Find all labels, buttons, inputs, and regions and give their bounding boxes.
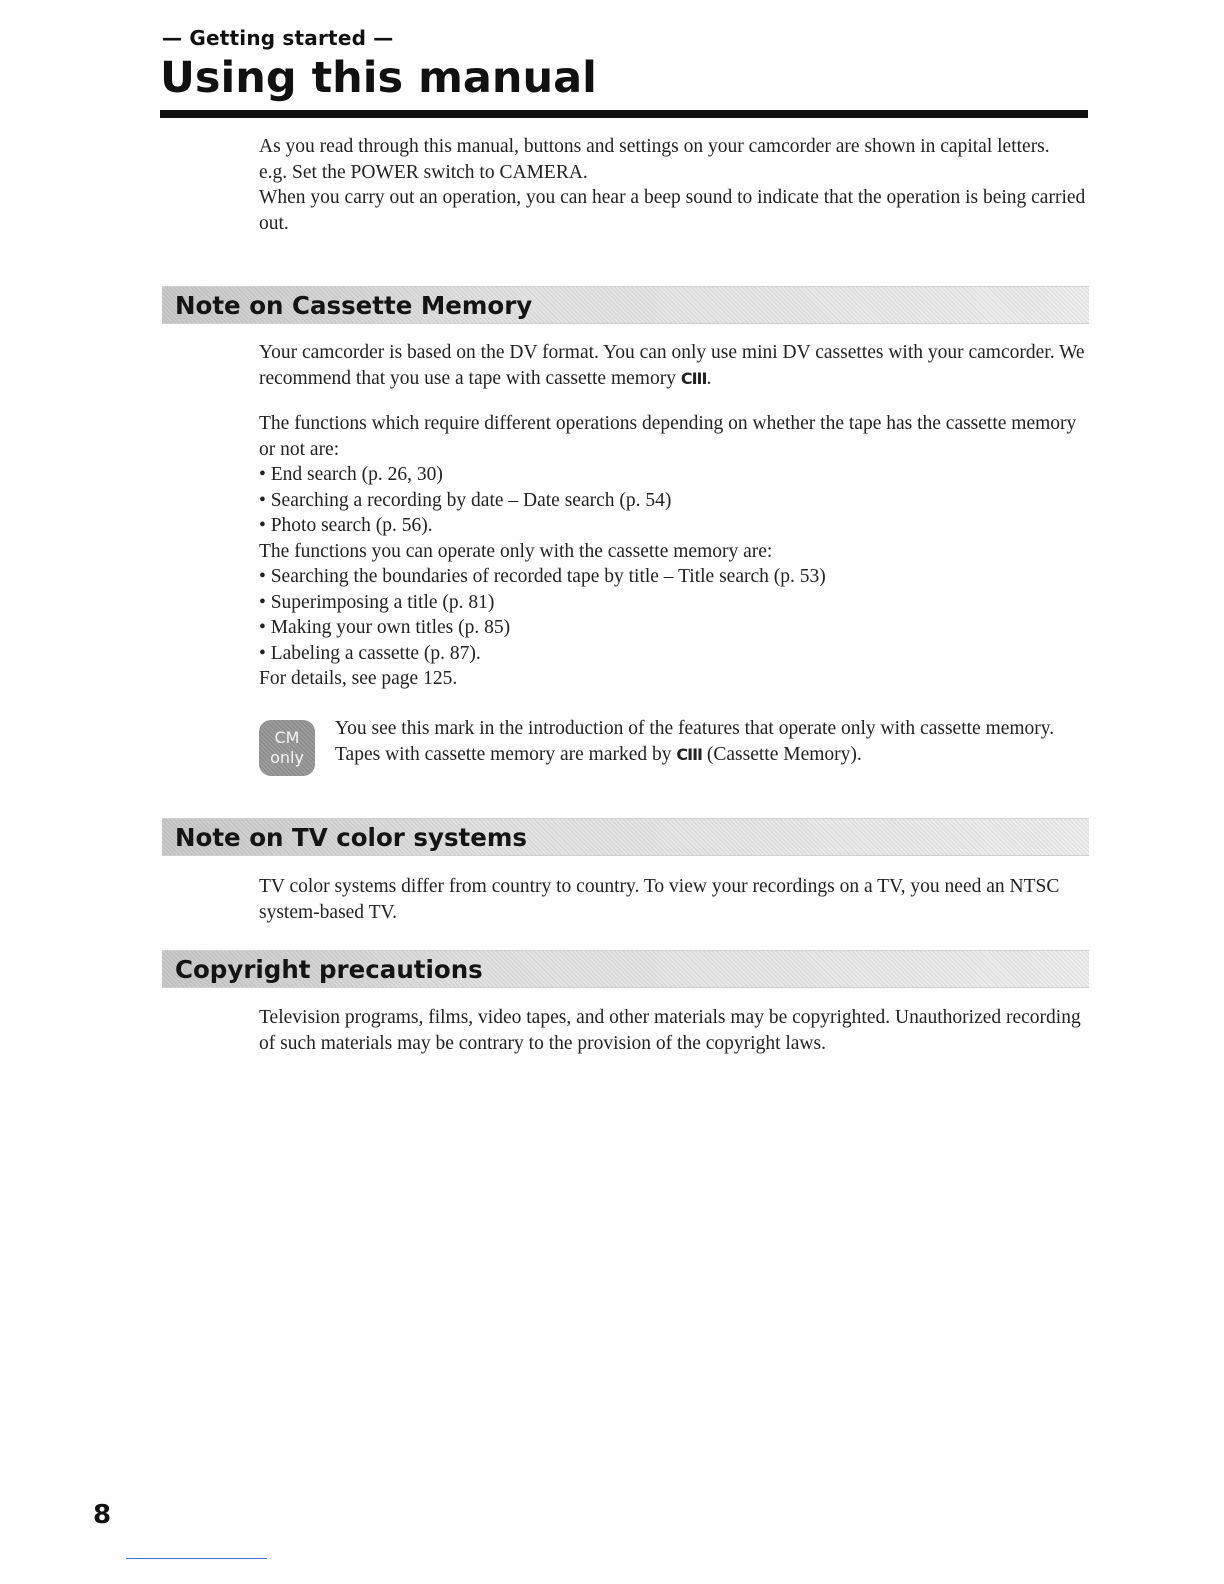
footer-rule <box>126 1558 267 1559</box>
section-header-copyright <box>162 950 1089 988</box>
intro-block <box>259 134 1089 236</box>
title-rule <box>160 110 1088 118</box>
list-item: • Searching a recording by date – Date search (p. 54) <box>259 489 672 511</box>
list-item: • Making your own titles (p. 85) <box>259 617 511 638</box>
page-title: Using this manual <box>160 53 597 103</box>
list-item: • Labeling a cassette (p. 87). <box>259 642 481 664</box>
section-heading: Note on TV color systems <box>175 823 527 852</box>
copyright-text: Television programs, films, video tapes, and other materials may be copyrighted. Unauthorized recording of such materials may be contrary to the provision of the copyright laws. <box>259 1007 1081 1054</box>
cassette-memory-mark: CΙΙΙ <box>676 744 702 764</box>
section-header-tv-systems <box>162 818 1089 856</box>
section-kicker: — Getting started — <box>162 26 394 50</box>
functions-differ-intro: The functions which require different operations depending on whether the tape has the cassette memory or not are: <box>259 413 1077 460</box>
functions-only-intro: The functions you can operate only with the cassette memory are: <box>259 540 773 562</box>
cm-note-marking: Tapes with cassette memory are marked by CΙΙΙ (Cassette Memory). <box>335 743 862 765</box>
intro-paragraph: As you read through this manual, buttons and settings on your camcorder are shown in capital letters. <box>259 136 1050 157</box>
intro-example: e.g. Set the POWER switch to CAMERA. <box>259 161 588 183</box>
details-reference: For details, see page 125. <box>259 668 458 689</box>
cassette-memory-intro: Your camcorder is based on the DV format. You can only use mini DV cassettes with your camcorder. We recommend that you use a tape with cassette memory CΙΙΙ. <box>259 342 1085 389</box>
list-item: • Superimposing a title (p. 81) <box>259 591 495 613</box>
cm-only-icon: CM only <box>259 720 315 776</box>
tv-systems-text: TV color systems differ from country to country. To view your recordings on a TV, you need an NTSC system-based TV. <box>259 876 1060 923</box>
cm-only-note <box>259 716 1089 767</box>
list-item: • Photo search (p. 56). <box>259 515 433 536</box>
cm-note-text: You see this mark in the introduction of the features that operate only with cassette memory. <box>335 718 1055 739</box>
page-number: 8 <box>93 1500 112 1530</box>
cassette-memory-block <box>259 340 1089 692</box>
cassette-memory-mark: CΙΙΙ <box>680 368 707 388</box>
list-item: • Searching the boundaries of recorded tape by title – Title search (p. 53) <box>259 566 826 587</box>
section-heading: Copyright precautions <box>175 955 483 984</box>
section-heading: Note on Cassette Memory <box>175 291 533 320</box>
intro-beep-note: When you carry out an operation, you can hear a beep sound to indicate that the operation is being carried out. <box>259 187 1086 234</box>
section-header-cassette-memory <box>162 286 1089 324</box>
list-item: • End search (p. 26, 30) <box>259 464 443 485</box>
